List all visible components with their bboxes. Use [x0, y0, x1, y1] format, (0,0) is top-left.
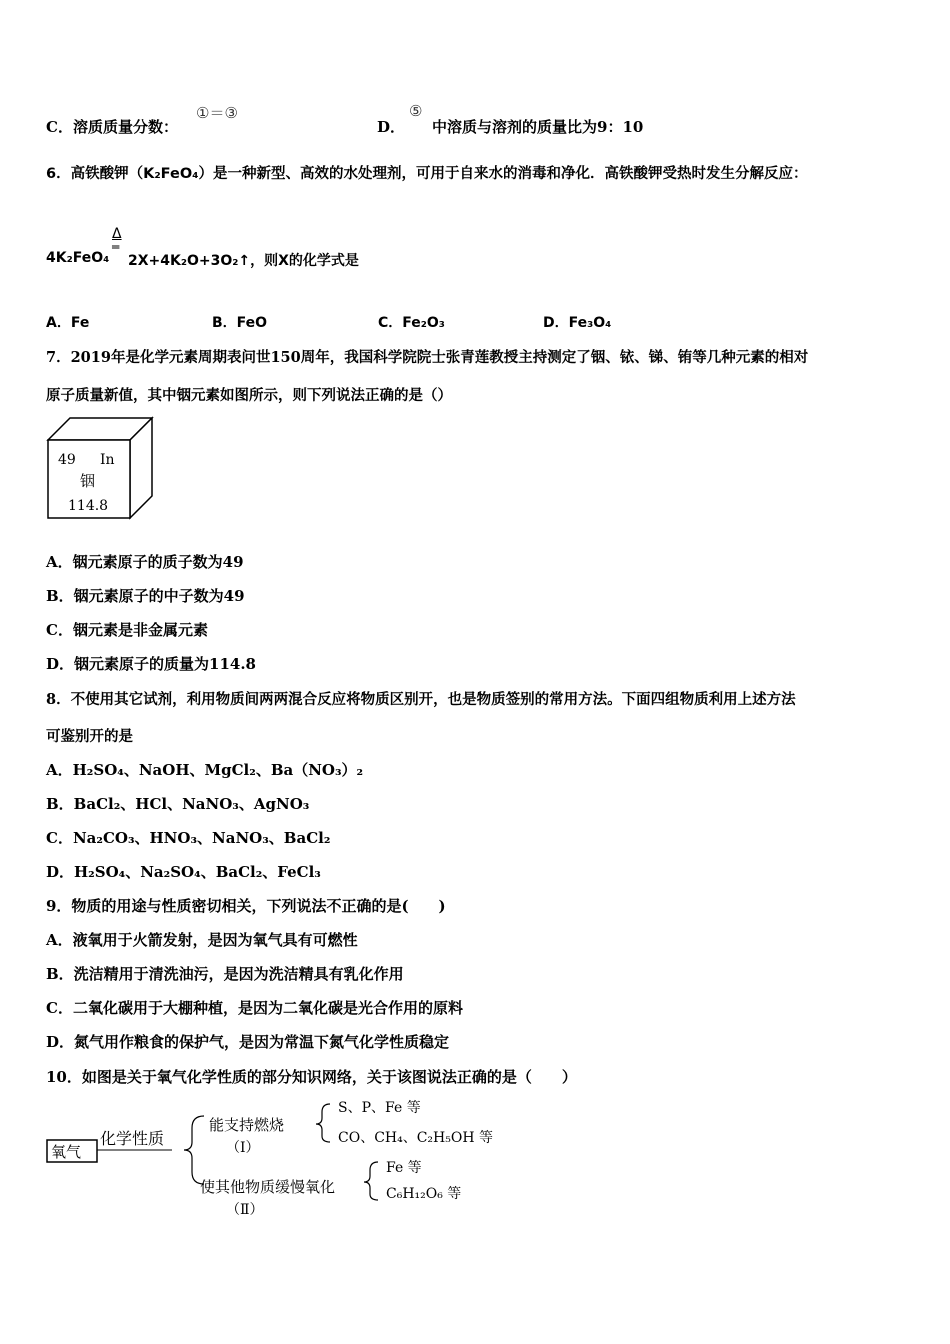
diagram-branch1-mark: （Ⅰ）: [226, 1140, 260, 1156]
q7-stem-line1: 7．2019年是化学元素周期表问世150周年，我国科学院院士张青莲教授主持测定了铟、铱、锑、铕等几种元素的相对: [46, 349, 809, 366]
q8-option-a: A．H₂SO₄、NaOH、MgCl₂、Ba（NO₃）₂: [46, 761, 364, 779]
q7-option-c: C．铟元素是非金属元素: [46, 621, 208, 639]
q6-option-b: B．FeO: [212, 315, 268, 331]
diagram-brace-branch2: [364, 1162, 378, 1200]
q9-option-a: A．液氧用于火箭发射，是因为氧气具有可燃性: [46, 931, 358, 949]
diagram-main-brace: [184, 1116, 204, 1184]
diagram-branch1-item1: S、P、Fe 等: [338, 1100, 421, 1116]
diagram-branch1-label: 能支持燃烧: [209, 1116, 285, 1134]
q7-option-a: A．铟元素原子的质子数为49: [46, 553, 244, 571]
q7-stem-line2: 原子质量新值，其中铟元素如图所示，则下列说法正确的是（）: [46, 387, 452, 404]
q8-option-c: C．Na₂CO₃、HNO₃、NaNO₃、BaCl₂: [46, 829, 331, 847]
q6-option-a: A．Fe: [46, 315, 90, 331]
q5-option-c: [46, 116, 178, 137]
q10-stem: 10．如图是关于氧气化学性质的部分知识网络，关于该图说法正确的是（ ）: [46, 1068, 577, 1086]
q8-option-d: D．H₂SO₄、Na₂SO₄、BaCl₂、FeCl₃: [46, 863, 321, 881]
q8-stem-line1: 8．不使用其它试剂，利用物质间两两混合反应将物质区别开，也是物质签别的常用方法。下面四组物质利用上述方法: [46, 691, 796, 708]
element-mass: 114.8: [68, 498, 109, 514]
q5-option-c-math: ①＝③: [196, 104, 238, 122]
q5-option-c-label: C．溶质质量分数：: [46, 118, 178, 136]
element-symbol: In: [100, 452, 115, 468]
q5-option-d-label: D．: [377, 118, 406, 136]
element-number: 49: [58, 452, 76, 468]
q5-option-d-text: 中溶质与溶剂的质量比为9：10: [432, 118, 644, 136]
q6-option-c: C．Fe₂O₃: [378, 315, 445, 331]
q9-option-b: B．洗洁精用于清洗油污，是因为洗洁精具有乳化作用: [46, 965, 404, 983]
oxygen-knowledge-diagram: [44, 1094, 524, 1224]
q6-eq-sign: ═: [112, 240, 120, 254]
q9-option-c: C．二氧化碳用于大棚种植，是因为二氧化碳是光合作用的原料: [46, 999, 463, 1017]
diagram-branch2-item2: C₆H₁₂O₆ 等: [386, 1186, 462, 1202]
q5-option-d-mark: ⑤: [409, 102, 423, 120]
q6-stem: 6．高铁酸钾（K₂FeO₄）是一种新型、高效的水处理剂，可用于自来水的消毒和净化．高铁酸钾受热时发生分解反应：: [46, 166, 808, 182]
q6-eq-right: 2X+4K₂O+3O₂↑，则X的化学式是: [128, 253, 359, 269]
q6-option-d: D．Fe₃O₄: [543, 315, 612, 331]
diagram-brace-branch1: [316, 1104, 330, 1142]
diagram-branch2-item1: Fe 等: [386, 1160, 422, 1176]
q8-stem-line2: 可鉴别开的是: [46, 728, 133, 745]
diagram-branch1-item2: CO、CH₄、C₂H₅OH 等: [338, 1130, 494, 1146]
diagram-branch2-label: 使其他物质缓慢氧化: [200, 1178, 336, 1196]
diagram-branch2-mark: （Ⅱ）: [226, 1202, 264, 1218]
element-cell-figure: [46, 416, 156, 522]
q7-option-d: D．铟元素原子的质量为114.8: [46, 655, 256, 673]
q8-option-b: B．BaCl₂、HCl、NaNO₃、AgNO₃: [46, 795, 310, 813]
element-name: 铟: [80, 472, 96, 490]
q7-option-b: B．铟元素原子的中子数为49: [46, 587, 245, 605]
diagram-root-label: 氧气: [51, 1143, 82, 1161]
diagram-property-label: 化学性质: [100, 1129, 165, 1148]
q6-eq-left: 4K₂FeO₄: [46, 250, 110, 266]
q9-option-d: D．氮气用作粮食的保护气，是因为常温下氮气化学性质稳定: [46, 1033, 450, 1051]
q6-eq-condition: Δ: [112, 226, 122, 242]
q9-stem: 9．物质的用途与性质密切相关，下列说法不正确的是( ): [46, 897, 446, 915]
